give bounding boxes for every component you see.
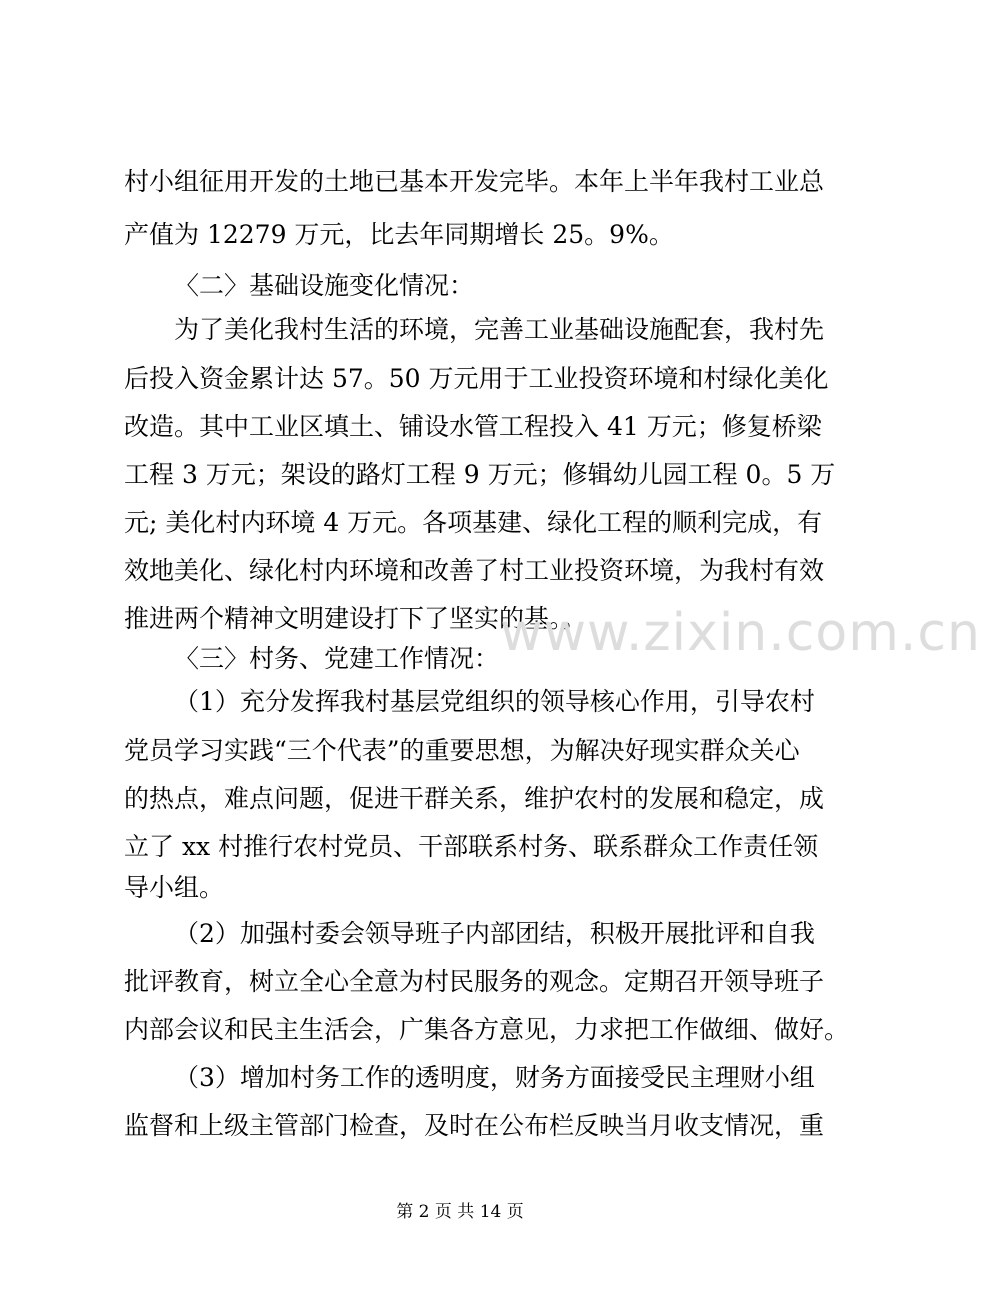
- text-line: 的热点，难点问题，促进干群关系，维护农村的发展和稳定，成: [124, 784, 825, 813]
- text-line: 后投入资金累计达 57。50 万元用于工业投资环境和村绿化美化: [124, 364, 829, 393]
- section-heading: 〈二〉基础设施变化情况：: [174, 271, 475, 300]
- text-line: 村小组征用开发的土地已基本开发完毕。本年上半年我村工业总: [124, 167, 825, 196]
- text-line: 元; 美化村内环境 4 万元。各项基建、绿化工程的顺利完成，有: [124, 508, 823, 537]
- text-line: 立了 xx 村推行农村党员、干部联系村务、联系群众工作责任领: [124, 832, 819, 861]
- text-line: 导小组。: [124, 873, 225, 902]
- text-line: 工程 3 万元；架设的路灯工程 9 万元；修辑幼儿园工程 0。5 万: [124, 460, 836, 489]
- text-line: 推进两个精神文明建设打下了坚实的基。。: [124, 604, 587, 633]
- text-line: （2）加强村委会领导班子内部团结，积极开展批评和自我: [174, 919, 815, 948]
- text-line: 党员学习实践“三个代表”的重要思想，为解决好现实群众关心: [124, 736, 800, 765]
- text-line: 改造。其中工业区填土、铺设水管工程投入 41 万元；修复桥梁: [124, 412, 822, 441]
- text-line: 批评教育，树立全心全意为村民服务的观念。定期召开领导班子: [124, 967, 825, 996]
- text-line: 监督和上级主管部门检查，及时在公布栏反映当月收支情况，重: [124, 1111, 825, 1140]
- text-line: 效地美化、绿化村内环境和改善了村工业投资环境，为我村有效: [124, 556, 825, 585]
- page-footer: 第 2 页 共 14 页: [396, 1202, 524, 1222]
- section-heading: 〈三〉村务、党建工作情况：: [174, 644, 500, 673]
- text-line: 内部会议和民主生活会，广集各方意见，力求把工作做细、做好。: [124, 1015, 850, 1044]
- watermark: www.zixin.com.cn: [500, 603, 981, 663]
- text-line: 产值为 12279 万元，比去年同期增长 25。9%。: [124, 220, 674, 249]
- text-line: 为了美化我村生活的环境，完善工业基础设施配套，我村先: [174, 315, 825, 344]
- text-line: （3）增加村务工作的透明度，财务方面接受民主理财小组: [174, 1063, 815, 1092]
- text-line: （1）充分发挥我村基层党组织的领导核心作用，引导农村: [174, 687, 815, 716]
